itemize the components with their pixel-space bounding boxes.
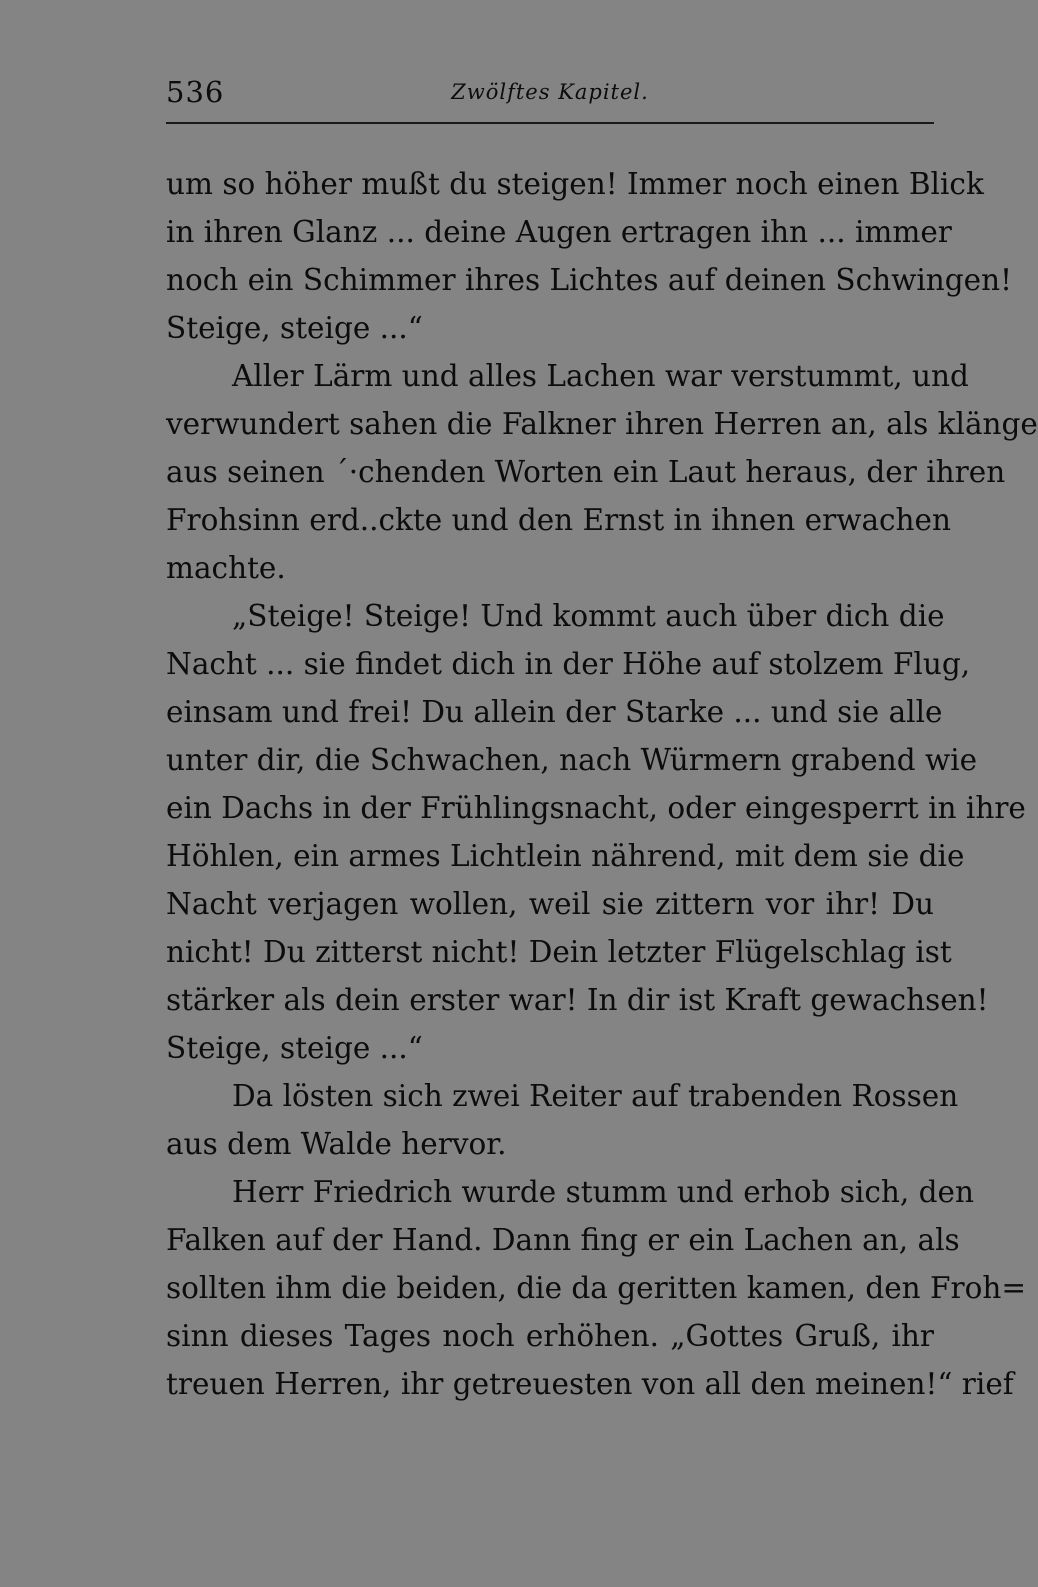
page-header <box>166 74 934 110</box>
text-line: stärker als dein erster war! In dir ist Kraft gewachsen! <box>166 983 989 1017</box>
text-line: Da lösten sich zwei Reiter auf trabenden Rossen <box>232 1079 959 1113</box>
text-line: Herr Friedrich wurde stumm und erhob sich, den <box>232 1175 974 1209</box>
text-line: aus seinen ´·chenden Worten ein Laut heraus, der ihren <box>166 455 1006 489</box>
text-line: Nacht verjagen wollen, weil sie zittern vor ihr! Du <box>166 887 934 921</box>
text-line: einsam und frei! Du allein der Starke ... und sie alle <box>166 695 943 729</box>
header-rule <box>166 122 934 124</box>
text-line: ein Dachs in der Frühlingsnacht, oder eingesperrt in ihre <box>166 791 1026 825</box>
text-line: Nacht ... sie findet dich in der Höhe auf stolzem Flug, <box>166 647 971 681</box>
text-line: sollten ihm die beiden, die da geritten kamen, den Froh= <box>166 1271 1027 1305</box>
text-line: Steige, steige ...“ <box>166 1031 423 1065</box>
text-line: noch ein Schimmer ihres Lichtes auf deinen Schwingen! <box>166 263 1012 297</box>
running-head: Zwölftes Kapitel. <box>451 80 649 104</box>
text-line: Falken auf der Hand. Dann fing er ein Lachen an, als <box>166 1223 960 1257</box>
text-line: Höhlen, ein armes Lichtlein nährend, mit dem sie die <box>166 839 965 873</box>
text-line: machte. <box>166 551 286 585</box>
text-line: unter dir, die Schwachen, nach Würmern grabend wie <box>166 743 978 777</box>
text-line: um so höher mußt du steigen! Immer noch einen Blick <box>166 167 984 201</box>
text-line: Steige, steige ...“ <box>166 311 423 345</box>
text-line: verwundert sahen die Falkner ihren Herren an, als klänge <box>166 407 1038 441</box>
text-line: „Steige! Steige! Und kommt auch über dich die <box>232 599 945 633</box>
text-line: Frohsinn erd..ckte und den Ernst in ihnen erwachen <box>166 503 952 537</box>
body-text <box>166 160 1038 1408</box>
text-line: Aller Lärm und alles Lachen war verstummt, und <box>232 359 969 393</box>
text-line: aus dem Walde hervor. <box>166 1127 507 1161</box>
page-number: 536 <box>166 75 225 109</box>
text-line: in ihren Glanz ... deine Augen ertragen ihn ... immer <box>166 215 952 249</box>
text-line: nicht! Du zitterst nicht! Dein letzter Flügelschlag ist <box>166 935 952 969</box>
text-line: sinn dieses Tages noch erhöhen. „Gottes Gruß, ihr <box>166 1319 934 1353</box>
text-line: treuen Herren, ihr getreuesten von all den meinen!“ rief <box>166 1367 1014 1401</box>
